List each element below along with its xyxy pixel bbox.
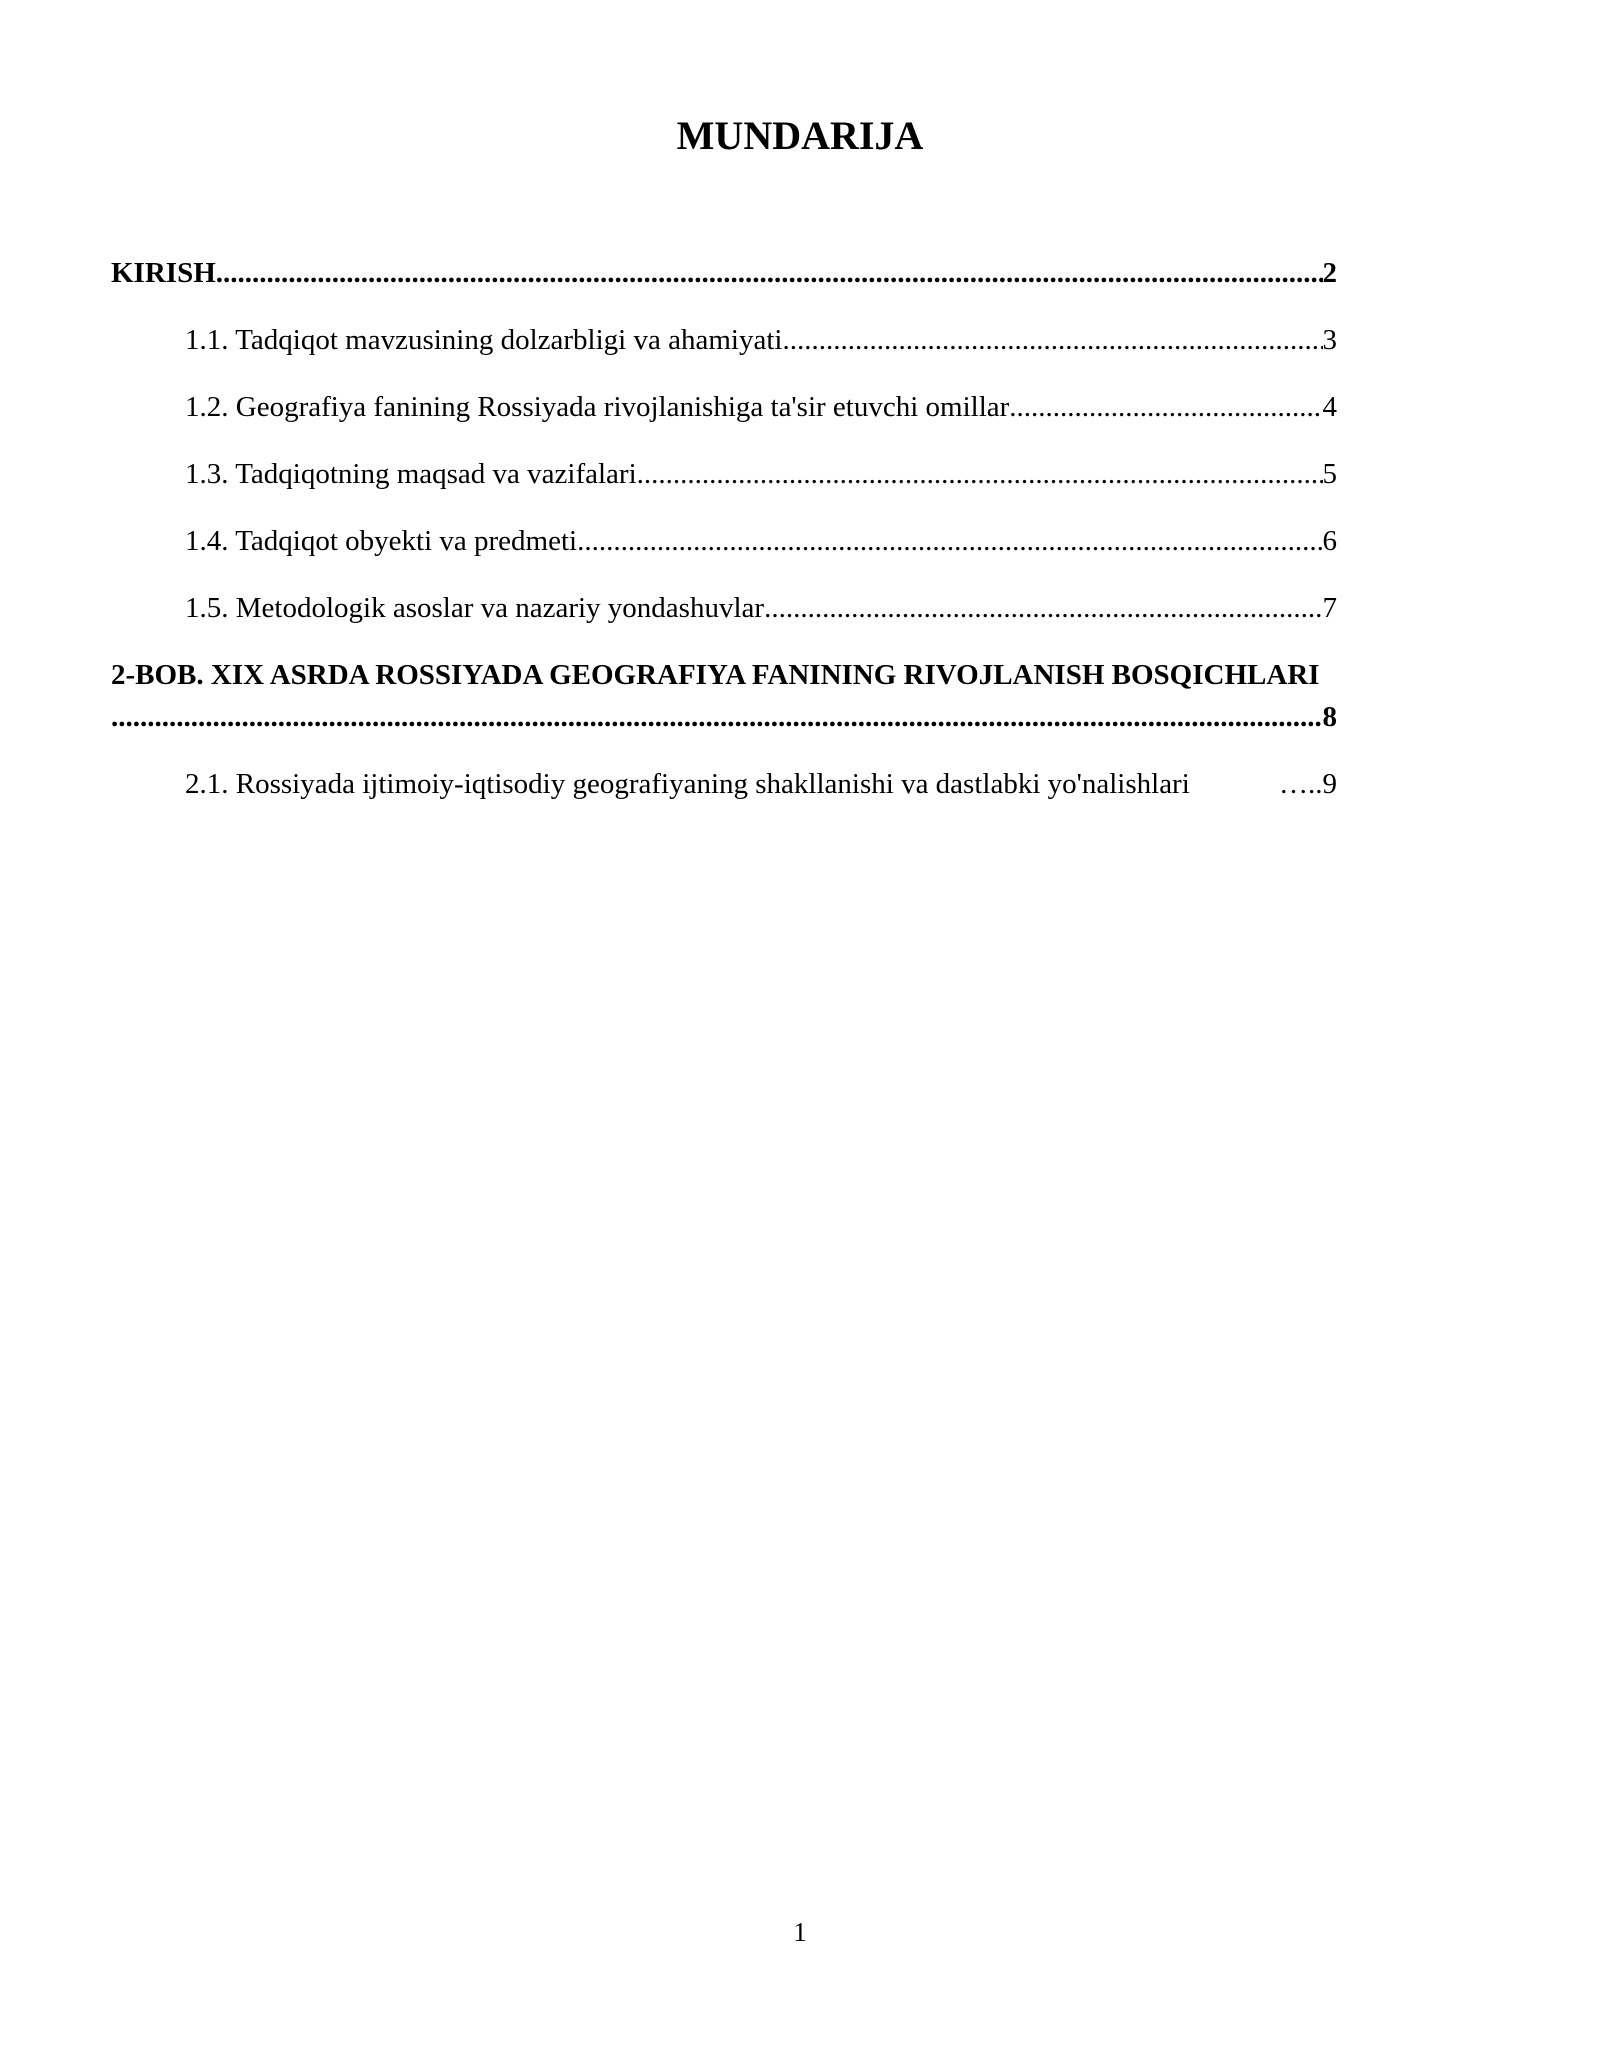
toc-entry-label: 1.3. Tadqiqotning maqsad va vazifalari — [185, 458, 637, 490]
toc-entry-1-5 — [185, 587, 1337, 629]
toc-entry-label: 2.1. Rossiyada ijtimoiy-iqtisodiy geografiyaning shakllanishi va dastlabki yo'nalishlari — [185, 768, 1190, 800]
toc-leader-line — [111, 696, 1337, 738]
toc-entry-label: 1.2. Geografiya fanining Rossiyada rivojlanishiga ta'sir etuvchi omillar — [185, 391, 1010, 423]
toc-dot-leader — [577, 520, 1322, 562]
toc-page-number: 4 — [1322, 391, 1337, 423]
page-number: 1 — [793, 1917, 807, 1947]
toc-page-number: 6 — [1322, 525, 1337, 557]
toc-entry-1-2 — [185, 386, 1337, 428]
toc-page-number: 2 — [1322, 257, 1337, 289]
toc-entry-label: 1.4. Tadqiqot obyekti va predmeti — [185, 525, 578, 557]
toc-entry-label: 1.5. Metodologik asoslar va nazariy yondashuvlar — [185, 592, 765, 624]
page-title: MUNDARIJA — [676, 113, 924, 158]
toc-entry-1-3 — [185, 453, 1337, 495]
toc-entry-label: 1.1. Tadqiqot mavzusining dolzarbligi va ahamiyati — [185, 324, 783, 356]
toc-page-number: 7 — [1322, 592, 1337, 624]
toc-entry-label: KIRISH — [111, 257, 216, 289]
toc-entry-intro — [111, 252, 1337, 294]
toc-entry-1-4 — [185, 520, 1337, 562]
toc-dot-leader — [764, 587, 1322, 629]
toc-entry-1-1 — [185, 319, 1337, 361]
toc-page-number: 8 — [1322, 701, 1337, 733]
toc-page-number: 9 — [1322, 768, 1337, 800]
toc-dot-leader — [782, 319, 1322, 361]
toc-entry-chapter-2 — [111, 654, 1337, 738]
toc-dot-leader: ….. — [1279, 768, 1323, 800]
toc-page-number: 5 — [1322, 458, 1337, 490]
toc-dot-leader — [637, 453, 1323, 495]
toc-entry-2-1 — [185, 763, 1337, 805]
toc-dot-leader — [216, 252, 1323, 294]
toc-dot-leader — [111, 696, 1323, 738]
toc-entry-label: 2-BOB. XIX ASRDA ROSSIYADA GEOGRAFIYA FANINING RIVOJLANISH BOSQICHLARI — [111, 659, 1320, 691]
toc-dot-leader — [1009, 386, 1322, 428]
toc-page-number: 3 — [1322, 324, 1337, 356]
